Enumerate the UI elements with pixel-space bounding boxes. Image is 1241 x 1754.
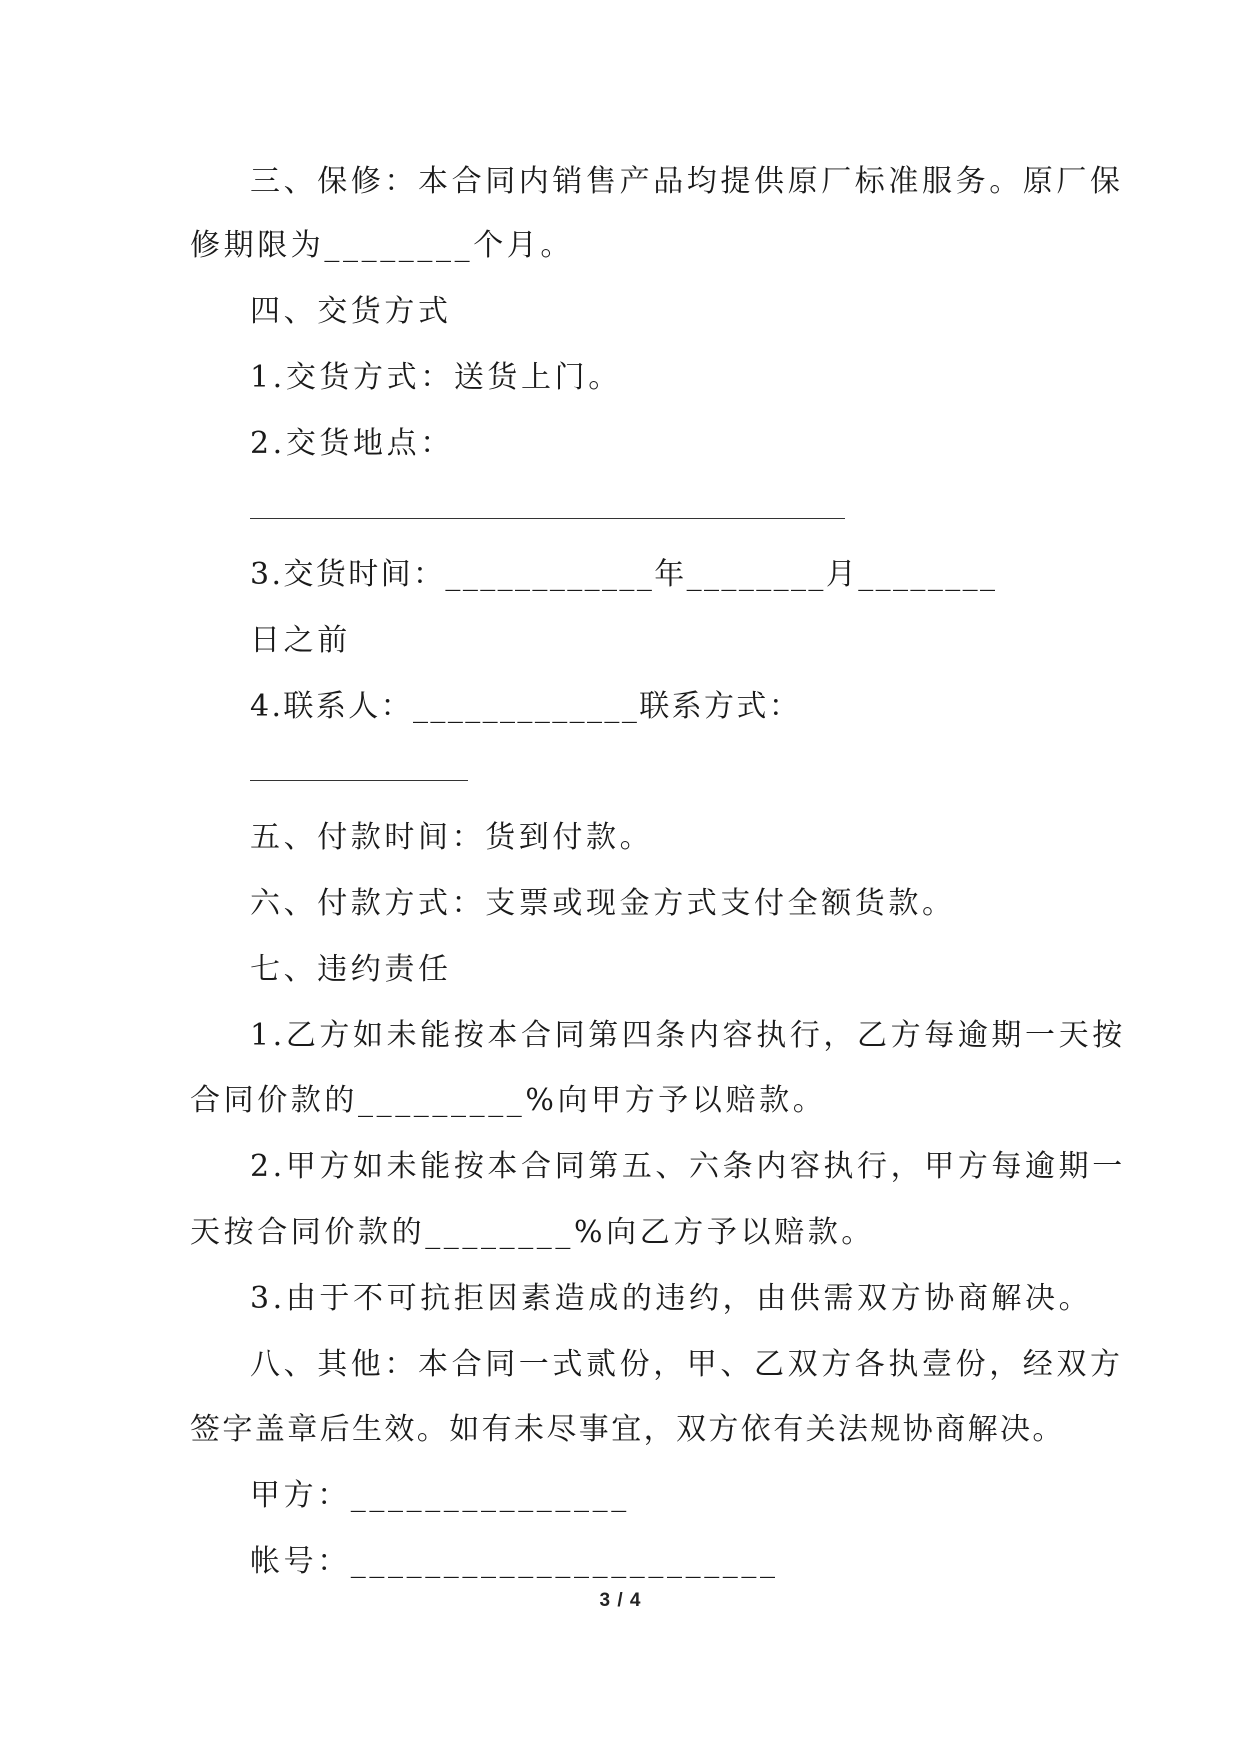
payment-time: 五、付款时间：货到付款。 [250, 820, 654, 855]
party-a-field: 甲方：_______________ [250, 1478, 630, 1513]
liability-item-2-line-1: 2.甲方如未能按本合同第五、六条内容执行，甲方每逾期一 [250, 1149, 1126, 1184]
liability-item-3: 3.由于不可抗拒因素造成的违约，由供需双方协商解决。 [250, 1281, 1093, 1316]
delivery-location: 2.交货地点： [250, 426, 454, 461]
delivery-time: 3.交货时间：____________年________月________ [250, 557, 998, 592]
liability-item-2-line-2: 天按合同价款的________%向乙方予以赔款。 [190, 1215, 875, 1250]
contact-method-blank-line [250, 780, 468, 781]
delivery-method: 1.交货方式：送货上门。 [250, 360, 622, 395]
other-clause-line-2: 签字盖章后生效。如有未尽事宜，双方依有关法规协商解决。 [190, 1412, 1065, 1447]
liability-heading: 七、违约责任 [250, 952, 452, 987]
contact-person: 4.联系人：_____________联系方式： [250, 689, 802, 724]
delivery-location-blank-line [250, 518, 845, 519]
liability-item-1-line-1: 1.乙方如未能按本合同第四条内容执行，乙方每逾期一天按 [250, 1018, 1126, 1053]
other-clause-line-1: 八、其他：本合同一式贰份，甲、乙双方各执壹份，经双方 [250, 1347, 1124, 1382]
liability-item-1-line-2: 合同价款的_________%向甲方予以赔款。 [190, 1083, 827, 1118]
page-number: 3 / 4 [599, 1590, 642, 1611]
delivery-time-continuation: 日之前 [250, 623, 351, 658]
account-number-field: 帐号：_______________________ [250, 1544, 779, 1579]
payment-method: 六、付款方式：支票或现金方式支付全额货款。 [250, 886, 956, 921]
warranty-clause-line-1: 三、保修：本合同内销售产品均提供原厂标准服务。原厂保 [250, 164, 1124, 199]
delivery-heading: 四、交货方式 [250, 294, 452, 329]
warranty-clause-line-2: 修期限为________个月。 [190, 228, 574, 263]
